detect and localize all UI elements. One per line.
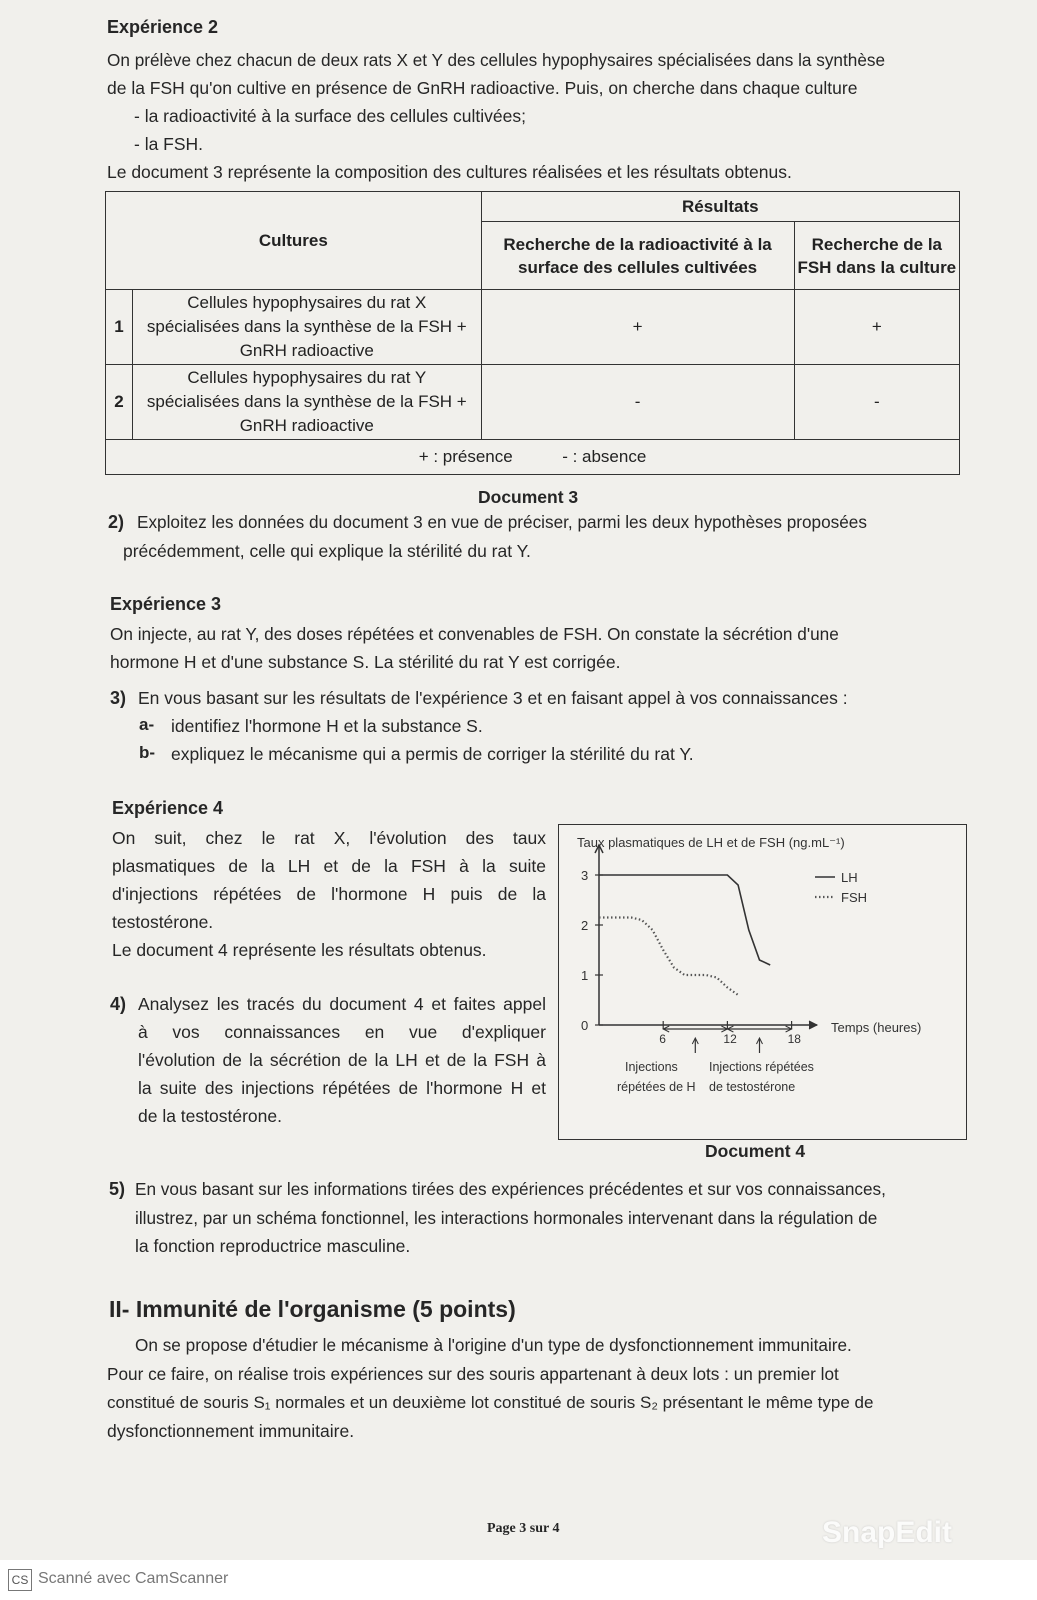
y-tick-label: 1 bbox=[581, 968, 589, 983]
header-fsh: Recherche de la FSH dans la culture bbox=[794, 222, 959, 290]
x-tick-label: 6 bbox=[659, 1032, 666, 1046]
y-tick-label: 2 bbox=[581, 918, 589, 933]
q4-line4: la suite des injections répétées de l'hormone H et bbox=[138, 1078, 546, 1098]
exp2-title: Expérience 2 bbox=[107, 17, 219, 37]
camscanner-badge: CS bbox=[8, 1569, 32, 1591]
header-results: Résultats bbox=[481, 192, 959, 222]
part2-line2: Pour ce faire, on réalise trois expériences sur des souris appartenant à deux lots : un premier lot bbox=[107, 1364, 839, 1384]
part2-line1: On se propose d'étudier le mécanisme à l'origine d'un type de dysfonctionnement immunitaire. bbox=[135, 1335, 852, 1355]
exp4-line2: plasmatiques de la LH et de la FSH à la suite bbox=[112, 856, 546, 876]
exp4-line3: d'injections répétées de l'hormone H puis de la bbox=[112, 884, 546, 904]
part2-line4: dysfonctionnement immunitaire. bbox=[107, 1421, 355, 1441]
fsh-result: + bbox=[794, 290, 959, 365]
exp3-line2: hormone H et d'une substance S. La stérilité du rat Y est corrigée. bbox=[110, 652, 621, 672]
legend-presence: + : présence bbox=[418, 447, 513, 466]
q4-line2: à vos connaissances en vue d'expliquer bbox=[138, 1022, 546, 1042]
q5-line1: En vous basant sur les informations tirées des expériences précédentes et sur vos connaissances, bbox=[135, 1179, 886, 1199]
exp2-item2: - la FSH. bbox=[134, 134, 204, 154]
document-3-caption: Document 3 bbox=[478, 487, 579, 507]
exp3-line1: On injecte, au rat Y, des doses répétées et convenables de FSH. On constate la sécrétion d'une bbox=[110, 624, 839, 644]
part2-line3: constitué de souris S₁ normales et un deuxième lot constitué de souris S₂ présentant le même type de bbox=[107, 1393, 874, 1412]
radioactivity-result: + bbox=[481, 290, 794, 365]
q4-line1: Analysez les tracés du document 4 et faites appel bbox=[138, 994, 546, 1014]
series-lh-line bbox=[599, 875, 770, 965]
q5-number: 5) bbox=[109, 1179, 126, 1199]
q2-line2: précédemment, celle qui explique la stérilité du rat Y. bbox=[123, 541, 531, 561]
q3a-text: identifiez l'hormone H et la substance S. bbox=[171, 716, 483, 736]
table-legend bbox=[106, 440, 960, 475]
annotation-label: Injections répétées de H bbox=[617, 1060, 696, 1094]
header-radioactivity: Recherche de la radioactivité à la surface des cellules cultivées bbox=[481, 222, 794, 290]
culture-cell: Cellules hypophysaires du rat X spécialisées dans la synthèse de la FSH + GnRH radioactive bbox=[133, 290, 482, 365]
exp4-line4: testostérone. bbox=[112, 912, 214, 932]
annotation-label: Injections répétées de testostérone bbox=[709, 1060, 814, 1094]
snapedit-watermark: SnapEdit bbox=[822, 1516, 953, 1549]
q4-line3: l'évolution de la sécrétion de la LH et de la FSH à bbox=[138, 1050, 546, 1070]
q4-line5: de la testostérone. bbox=[138, 1106, 282, 1126]
q3b-text: expliquez le mécanisme qui a permis de corriger la stérilité du rat Y. bbox=[171, 744, 694, 764]
legend-absence: - : absence bbox=[562, 447, 647, 466]
q3b-label: b- bbox=[139, 743, 156, 762]
q4-number: 4) bbox=[110, 994, 127, 1014]
row-number: 2 bbox=[106, 365, 133, 440]
q3-intro: En vous basant sur les résultats de l'expérience 3 et en faisant appel à vos connaissances : bbox=[138, 688, 848, 708]
q3a-label: a- bbox=[139, 715, 155, 734]
header-cultures: Cultures bbox=[106, 192, 482, 290]
fsh-result: - bbox=[794, 365, 959, 440]
y-tick-label: 0 bbox=[581, 1018, 589, 1033]
q3-number: 3) bbox=[110, 688, 127, 708]
exp2-line1: On prélève chez chacun de deux rats X et Y des cellules hypophysaires spécialisées dans la synthèse bbox=[107, 50, 886, 70]
x-tick-label: 12 bbox=[723, 1032, 737, 1046]
legend-label-fsh: FSH bbox=[841, 890, 867, 905]
exp4-line1: On suit, chez le rat X, l'évolution des taux bbox=[112, 828, 546, 848]
exp3-title: Expérience 3 bbox=[110, 594, 222, 614]
exp2-item1: - la radioactivité à la surface des cellules cultivées; bbox=[134, 106, 526, 126]
exp4-line5: Le document 4 représente les résultats obtenus. bbox=[112, 940, 487, 960]
chart-title: Taux plasmatiques de LH et de FSH (ng.mL⁻¹) bbox=[577, 835, 845, 850]
culture-cell: Cellules hypophysaires du rat Y spécialisées dans la synthèse de la FSH + GnRH radioactive bbox=[133, 365, 482, 440]
x-axis-label: Temps (heures) bbox=[831, 1020, 922, 1035]
camscanner-text: Scanné avec CamScanner bbox=[38, 1570, 229, 1587]
document-4-chart bbox=[558, 824, 967, 1140]
x-axis-arrow bbox=[809, 1021, 817, 1029]
exp2-line2: de la FSH qu'on cultive en présence de GnRH radioactive. Puis, on cherche dans chaque culture bbox=[107, 78, 858, 98]
part2-title: II- Immunité de l'organisme (5 points) bbox=[109, 1296, 516, 1322]
exp2-line3: Le document 3 représente la composition des cultures réalisées et les résultats obtenus. bbox=[107, 162, 792, 182]
page-number: Page 3 sur 4 bbox=[487, 1521, 560, 1536]
q2-line1: Exploitez les données du document 3 en vue de préciser, parmi les deux hypothèses proposées bbox=[137, 512, 867, 532]
q2-number: 2) bbox=[108, 512, 125, 532]
scanner-footer bbox=[0, 1560, 1037, 1600]
series-fsh-line bbox=[599, 918, 738, 996]
y-tick-label: 3 bbox=[581, 868, 589, 883]
lh-fsh-chart-svg bbox=[559, 825, 966, 1139]
document-4-caption: Document 4 bbox=[705, 1141, 806, 1161]
radioactivity-result: - bbox=[481, 365, 794, 440]
exp4-title: Expérience 4 bbox=[112, 798, 224, 818]
row-number: 1 bbox=[106, 290, 133, 365]
q5-line3: la fonction reproductrice masculine. bbox=[135, 1236, 411, 1256]
legend-label-lh: LH bbox=[841, 870, 858, 885]
document-3-table bbox=[105, 191, 960, 475]
q5-line2: illustrez, par un schéma fonctionnel, les interactions hormonales intervenant dans la régulation de bbox=[135, 1208, 878, 1228]
x-tick-label: 18 bbox=[787, 1032, 801, 1046]
